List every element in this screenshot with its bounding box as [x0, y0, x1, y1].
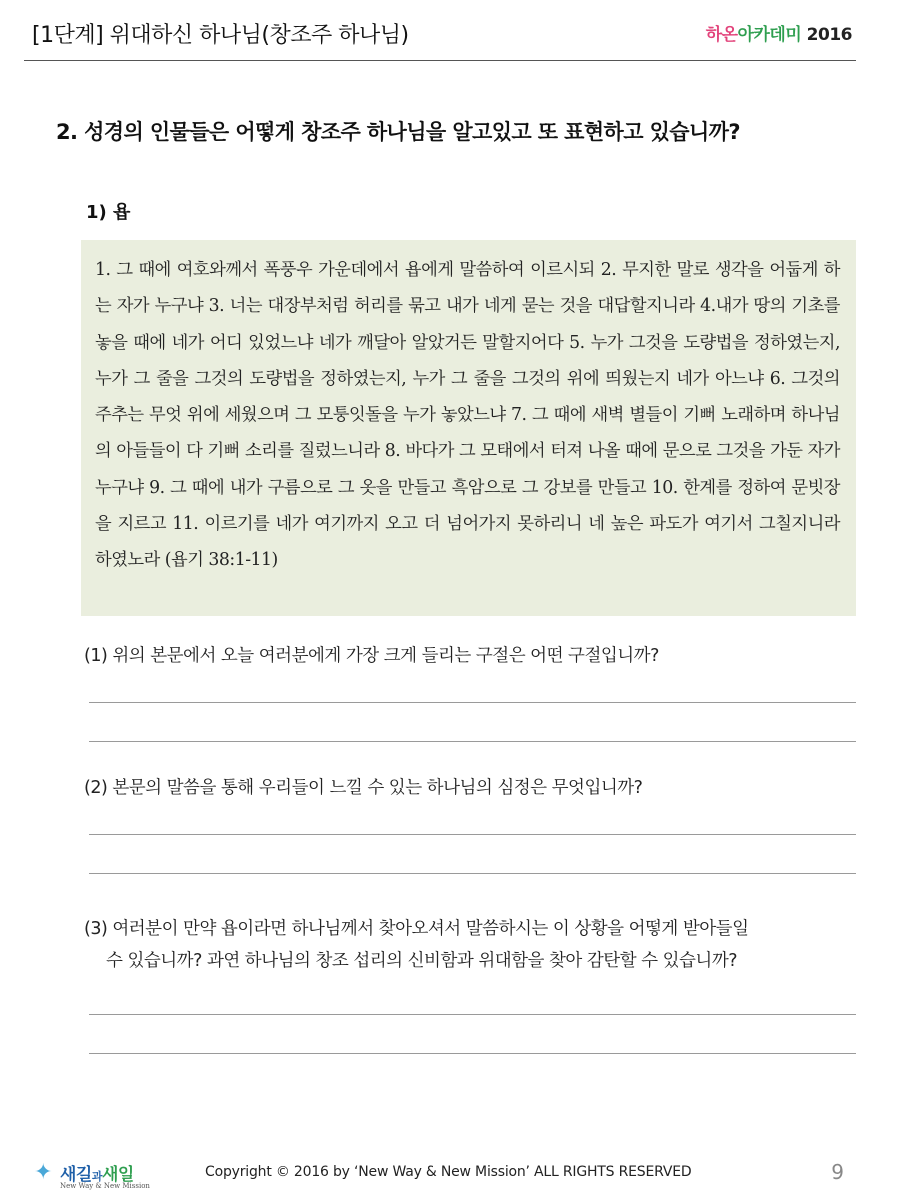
answer-line[interactable]	[89, 702, 856, 703]
answer-line[interactable]	[89, 1053, 856, 1054]
copyright-notice: Copyright © 2016 by ‘New Way & New Mission’ ALL RIGHTS RESERVED	[205, 1164, 692, 1180]
answer-line[interactable]	[89, 741, 856, 742]
scripture-box	[81, 240, 856, 616]
subsection-heading: 1) 욥	[86, 202, 131, 223]
main-question: 2. 성경의 인물들은 어떻게 창조주 하나님을 알고있고 또 표현하고 있습니까?	[56, 120, 740, 144]
question-3-line-2: 수 있습니까? 과연 하나님의 창조 섭리의 신비함과 위대함을 찾아 감탄할 수 있습니까?	[106, 951, 738, 971]
page-number: 9	[831, 1160, 844, 1184]
logo-tagline: New Way & New Mission	[60, 1182, 150, 1190]
scripture-text: 1. 그 때에 여호와께서 폭풍우 가운데에서 욥에게 말씀하여 이르시되 2. 무지한 말로 생각을 어둡게 하는 자가 누구냐 3. 너는 대장부처럼 허리를 묶고 내가 네게 묻는 것을 대답할지니라 4.내가 땅의 기초를 놓을 때에 네가 어디 있었느냐 네가 깨달아 알았거든 말할지어다 5. 누가 그것을 도량법을 정하였는지, 누가 그 줄을 그것의 도량법을 정하였는지, 누가 그 줄을 그것의 위에 띄웠는지 네가 아느냐 6. 그것의 주추는 무엇 위에 세웠으며 그 모퉁잇돌을 누가 놓았느냐 7. 그 때에 새벽 별들이 기뻐 노래하며 하나님의 아들들이 다 기뻐 소리를 질렀느니라 8. 바다가 그 모태에서 터져 나올 때에 문으로 그것을 가둔 자가 누구냐 9. 그 때에 내가 구름으로 그 옷을 만들고 흑암으로 그 강보를 만들고 10. 한계를 정하여 문빗장을 지르고 11. 이르기를 네가 여기까지 오고 더 넘어가지 못하리니 네 높은 파도가 여기서 그칠지니라 하였노라 (욥기 38:1-11)	[95, 260, 840, 571]
logo-text-haon: 하온	[705, 25, 738, 45]
page-header-title: [1단계] 위대하신 하나님(창조주 하나님)	[32, 23, 409, 48]
logo-year: 2016	[806, 25, 852, 45]
question-3-line-1: (3) 여러분이 만약 욥이라면 하나님께서 찾아오셔서 말씀하시는 이 상황을 어떻게 받아들일	[84, 919, 749, 939]
new-way-logo	[30, 1158, 160, 1194]
header-divider	[24, 60, 856, 61]
question-3	[84, 913, 856, 977]
question-1: (1) 위의 본문에서 오늘 여러분에게 가장 크게 들리는 구절은 어떤 구절입니까?	[84, 646, 659, 666]
star-figure-icon: ✦	[34, 1160, 53, 1185]
logo-text-academy: 아카데미	[737, 25, 802, 45]
logo-name: 새길과새일	[60, 1165, 134, 1185]
answer-line[interactable]	[89, 1014, 856, 1015]
answer-line[interactable]	[89, 873, 856, 874]
question-2: (2) 본문의 말씀을 통해 우리들이 느낄 수 있는 하나님의 심정은 무엇입니까?	[84, 778, 643, 798]
academy-logo	[706, 20, 852, 45]
answer-line[interactable]	[89, 834, 856, 835]
